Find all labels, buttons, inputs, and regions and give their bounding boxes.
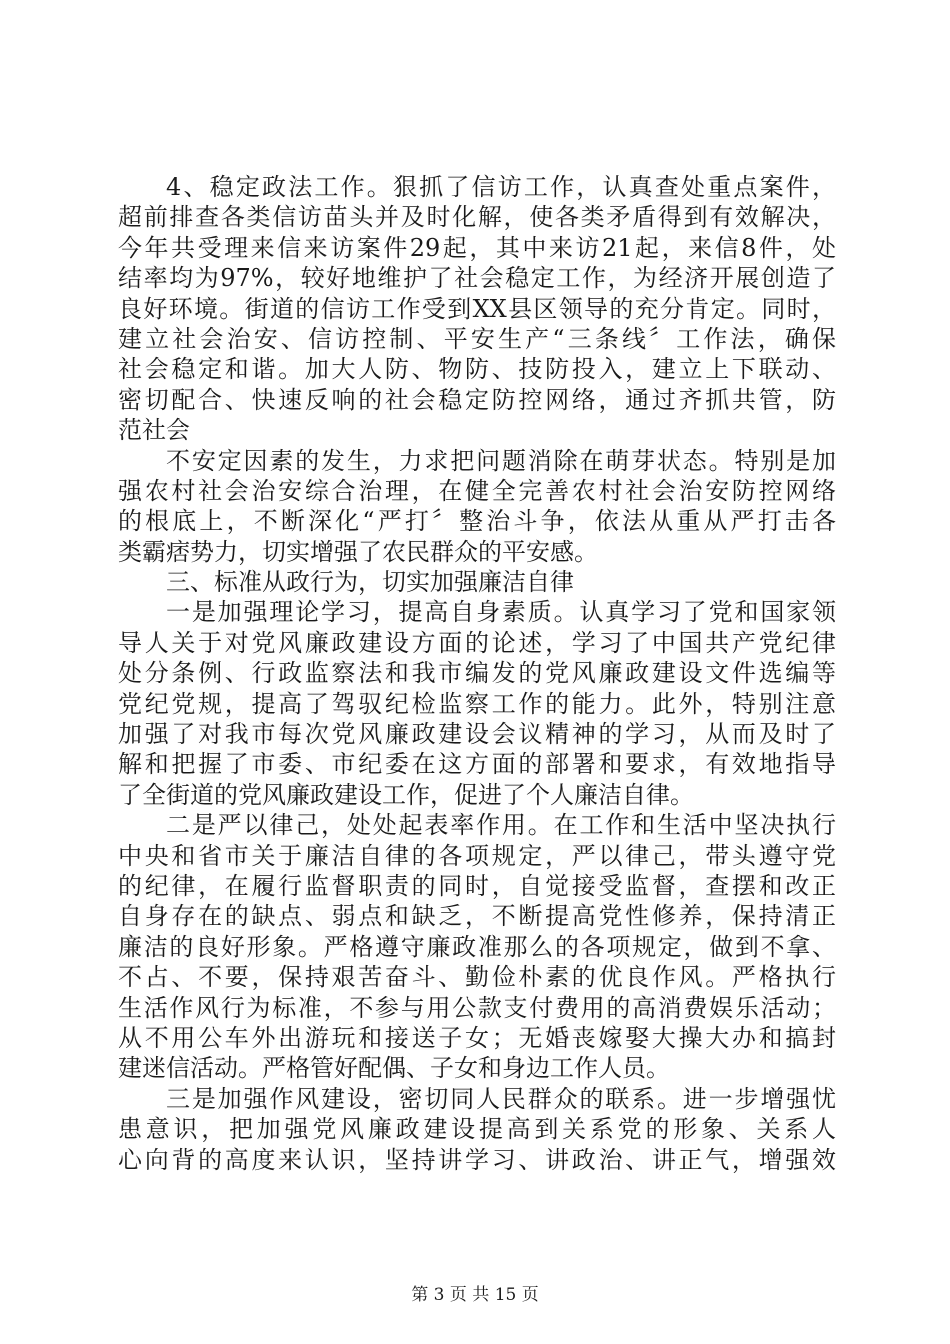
text-line: 党纪党规，提高了驾驭纪检监察工作的能力。此外，特别注意 <box>118 689 836 718</box>
text-line: 了全街道的党风廉政建设工作，促进了个人廉洁自律。 <box>118 780 694 809</box>
text-line: 生活作风行为标准，不参与用公款支付费用的高消费娱乐活动； <box>118 993 836 1022</box>
text-line: 范社会 <box>118 416 190 445</box>
text-line: 的纪律，在履行监督职责的同时，自觉接受监督，查摆和改正 <box>118 871 836 900</box>
text-line: 加强了对我市每次党风廉政建设会议精神的学习，从而及时了 <box>118 720 836 749</box>
text-line: 4、稳定政法工作。狠抓了信访工作，认真查处重点案件， <box>166 173 836 201</box>
text-line: 建迷信活动。严格管好配偶、子女和身边工作人员。 <box>118 1054 670 1083</box>
text-line: 不安定因素的发生，力求把问题消除在萌芽状态。特别是加 <box>166 446 836 475</box>
text-line: 密切配合、快速反响的社会稳定防控网络，通过齐抓共管，防 <box>118 385 836 414</box>
text-line: 处分条例、行政监察法和我市编发的党风廉政建设文件选编等 <box>118 659 836 688</box>
text-line: 导人关于对党风廉政建设方面的论述，学习了中国共产党纪律 <box>118 628 836 657</box>
text-line: 不占、不要，保持艰苦奋斗、勤俭朴素的优良作风。严格执行 <box>118 963 836 992</box>
text-line: 解和把握了市委、市纪委在这方面的部署和要求，有效地指导 <box>118 750 836 779</box>
text-line: 良好环境。街道的信访工作受到XX县区领导的充分肯定。同时， <box>118 294 836 323</box>
text-line: 患意识，把加强党风廉政建设提高到关系党的形象、关系人 <box>118 1115 836 1144</box>
text-line: 心向背的高度来认识，坚持讲学习、讲政治、讲正气，增强效 <box>118 1145 836 1174</box>
page-number-footer: 第 3 页 共 15 页 <box>411 1285 539 1305</box>
document-body <box>118 172 836 1175</box>
text-line: 自身存在的缺点、弱点和缺乏，不断提高党性修养，保持清正 <box>118 902 836 931</box>
text-line: 三是加强作风建设，密切同人民群众的联系。进一步增强忧 <box>166 1084 836 1113</box>
text-line: 二是严以律己，处处起表率作用。在工作和生活中坚决执行 <box>166 811 836 840</box>
text-line: 今年共受理来信来访案件29起，其中来访21起，来信8件，处 <box>118 233 836 262</box>
text-line: 类霸痞势力，切实增强了农民群众的平安感。 <box>118 537 598 566</box>
section-heading: 三、标准从政行为，切实加强廉洁自律 <box>166 568 574 597</box>
text-line: 廉洁的良好形象。严格遵守廉政准那么的各项规定，做到不拿、 <box>118 932 836 961</box>
text-line: 超前排查各类信访苗头并及时化解，使各类矛盾得到有效解决， <box>118 203 836 232</box>
text-line: 中央和省市关于廉洁自律的各项规定，严以律己，带头遵守党 <box>118 841 836 870</box>
text-line: 一是加强理论学习，提高自身素质。认真学习了党和国家领 <box>166 598 836 627</box>
text-line: 强农村社会治安综合治理，在健全完善农村社会治安防控网络 <box>118 476 836 505</box>
text-line: 的根底上，不断深化“严打〞整治斗争，依法从重从严打击各 <box>118 507 836 536</box>
text-line: 建立社会治安、信访控制、平安生产“三条线〞工作法，确保 <box>118 324 836 353</box>
text-line: 从不用公车外出游玩和接送子女；无婚丧嫁娶大操大办和搞封 <box>118 1023 836 1052</box>
text-line: 社会稳定和谐。加大人防、物防、技防投入，建立上下联动、 <box>118 355 836 384</box>
text-line: 结率均为97%，较好地维护了社会稳定工作，为经济开展创造了 <box>118 264 836 293</box>
